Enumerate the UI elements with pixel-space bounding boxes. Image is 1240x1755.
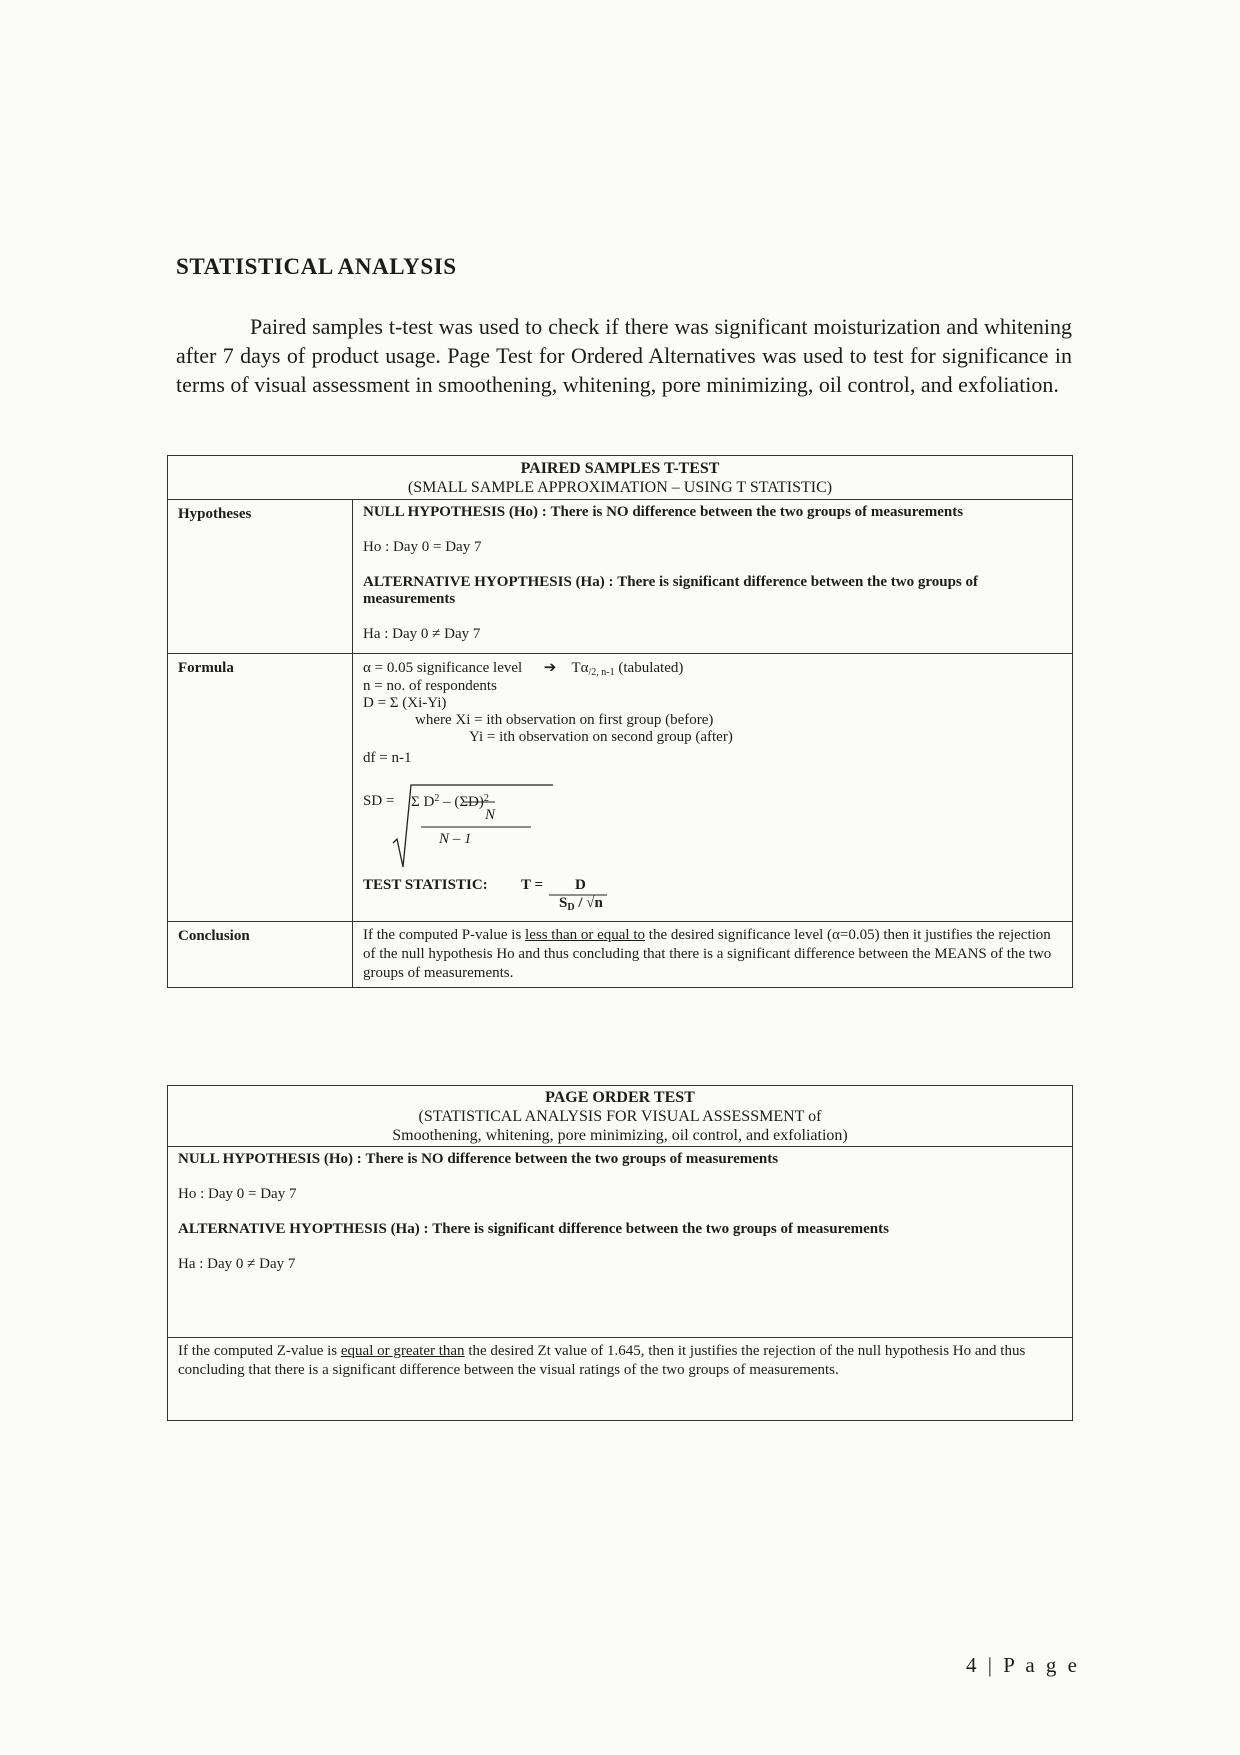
t-alpha-sub: /2, n-1 xyxy=(588,667,615,678)
intro-text: Paired samples t-test was used to check if there was significant moisturization and whitening after 7 days of product usage. Page Test for Ordered Alternatives was used to test for significance in terms of visual assessment in smoothening, whitening, pore minimizing, oil control, and exfoliation. xyxy=(176,314,1072,397)
page-test-conclusion xyxy=(168,1338,1073,1421)
page-null-title: NULL HYPOTHESIS (Ho) : xyxy=(178,1151,362,1167)
hypotheses-cell xyxy=(353,500,1073,654)
concl-pre: If the computed P-value is xyxy=(363,927,526,943)
sd-numerator xyxy=(411,793,489,811)
t-denominator xyxy=(559,895,603,913)
page-alt-hypothesis xyxy=(178,1221,1064,1238)
n-definition: n = no. of respondents xyxy=(363,678,497,694)
d-definition: D = Σ (Xi-Yi) xyxy=(363,695,447,711)
alpha-line xyxy=(363,658,1064,678)
t-equals: T = xyxy=(521,877,544,893)
ttest-null-hypothesis xyxy=(363,504,1064,521)
alt-text: There is significant difference between the two groups of measurements xyxy=(363,574,979,607)
arrow-icon: ➔ xyxy=(543,660,557,676)
page-null-hypothesis xyxy=(178,1151,1064,1168)
xi-definition: where Xi = ith observation on first group (before) xyxy=(415,712,714,728)
page-order-test-table xyxy=(167,1085,1073,1421)
sd-sum-sq: (ΣD) xyxy=(454,794,484,810)
page-concl-underlined: equal or greater than xyxy=(340,1343,465,1359)
formula-label: Formula xyxy=(168,654,353,922)
t-den-rest: / √n xyxy=(574,895,603,911)
ttest-subtitle: (SMALL SAMPLE APPROXIMATION – USING T STATISTIC) xyxy=(407,479,833,496)
ttest-header xyxy=(168,456,1073,500)
yi-definition: Yi = ith observation on second group (after) xyxy=(469,729,733,745)
alt-title: ALTERNATIVE HYOPTHESIS (Ha) : xyxy=(363,574,614,590)
sd-denominator: N – 1 xyxy=(439,831,472,847)
concl-underlined: less than or equal to xyxy=(525,927,646,943)
page-test-hypotheses xyxy=(168,1147,1073,1338)
page-test-subtitle-1: (STATISTICAL ANALYSIS FOR VISUAL ASSESSMENT of xyxy=(418,1108,822,1125)
hypotheses-label: Hypotheses xyxy=(168,500,353,654)
page-null-text: There is NO difference between the two groups of measurements xyxy=(365,1151,779,1167)
t-numerator: D xyxy=(575,877,586,893)
sd-n: N xyxy=(485,807,496,823)
ttest-title: PAIRED SAMPLES T-TEST xyxy=(520,460,720,477)
sd-sq-2: 2 xyxy=(483,793,489,804)
ttest-alt-hypothesis xyxy=(363,574,1064,608)
page-number-footer: 4 | P a g e xyxy=(966,1653,1080,1677)
page-concl-post: the desired Zt value of 1.645, then it justifies the rejection of the null hypothesis Ho and thus concluding that there is a significant difference between the visual ratings of the two groups of measurements. xyxy=(178,1343,1026,1378)
sd-sum-d: Σ D xyxy=(411,794,435,810)
intro-paragraph xyxy=(176,312,1072,399)
sd-label: SD = xyxy=(363,793,395,809)
tabulated-text: (tabulated) xyxy=(618,660,684,676)
alpha-text: α = 0.05 significance level xyxy=(363,660,523,676)
radical-sign-icon xyxy=(363,775,563,871)
sd-sq: 2 xyxy=(434,793,440,804)
conclusion-cell xyxy=(353,922,1073,988)
page-heading: STATISTICAL ANALYSIS xyxy=(176,254,457,279)
page-alt-text: There is significant difference between the two groups of measurements xyxy=(432,1221,889,1237)
conclusion-label: Conclusion xyxy=(168,922,353,988)
null-equation: Ho : Day 0 = Day 7 xyxy=(363,539,482,555)
null-text: There is NO difference between the two groups of measurements xyxy=(550,504,964,520)
page-alt-title: ALTERNATIVE HYOPTHESIS (Ha) : xyxy=(178,1221,429,1237)
test-statistic xyxy=(363,875,1064,917)
concl-post: the desired significance level (α=0.05) then it justifies the rejection of the null hypothesis Ho and thus concluding that there is a significant difference between the MEANS of the two groups of measurements. xyxy=(363,927,1052,981)
t-den-sub: D xyxy=(567,902,575,913)
t-den-s: S xyxy=(559,895,568,911)
sd-minus: – xyxy=(439,794,455,810)
formula-cell xyxy=(353,654,1073,922)
sd-formula xyxy=(363,775,1064,871)
page-concl-pre: If the computed Z-value is xyxy=(178,1343,341,1359)
page-alt-equation: Ha : Day 0 ≠ Day 7 xyxy=(178,1256,296,1272)
paired-t-test-table xyxy=(167,455,1073,988)
df-definition: df = n-1 xyxy=(363,750,412,766)
null-title: NULL HYPOTHESIS (Ho) : xyxy=(363,504,547,520)
page-test-title: PAGE ORDER TEST xyxy=(545,1089,695,1106)
page-null-equation: Ho : Day 0 = Day 7 xyxy=(178,1186,297,1202)
page-test-subtitle-2: Smoothening, whitening, pore minimizing, oil control, and exfoliation) xyxy=(392,1127,848,1144)
page-test-header xyxy=(168,1086,1073,1147)
test-stat-label: TEST STATISTIC: xyxy=(363,877,488,893)
alt-equation: Ha : Day 0 ≠ Day 7 xyxy=(363,626,481,642)
t-alpha: Tα xyxy=(571,660,589,676)
